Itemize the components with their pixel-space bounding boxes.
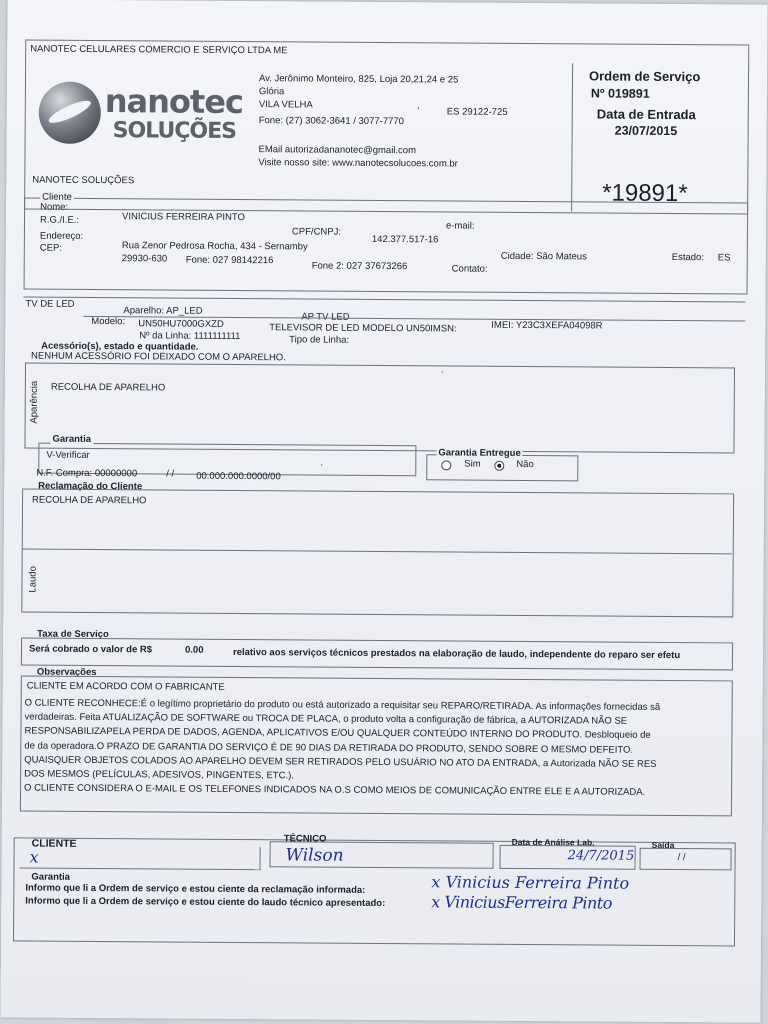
client-signature-box bbox=[19, 845, 260, 870]
confirm-report: Informo que li a Ordem de serviço e estou ciente do laudo técnico apresentado: bbox=[25, 895, 386, 910]
warranty-dot: . bbox=[320, 457, 324, 469]
client-name: VINICIUS FERREIRA PINTO bbox=[122, 211, 245, 224]
confirm-complaint: Informo que li a Ordem de serviço e estou ciente da reclamação informada: bbox=[25, 882, 366, 896]
observations-text bbox=[24, 696, 727, 800]
fee-prefix: Será cobrado o valor de R$ bbox=[28, 643, 153, 656]
client-cpf: 142.377.517-16 bbox=[371, 233, 439, 246]
appearance-frame bbox=[24, 362, 735, 453]
order-number: Nº 019891 bbox=[590, 86, 650, 101]
company-state-zip: ES 29122-725 bbox=[446, 106, 508, 118]
nf-compra: N.F. Compra: 00000000 bbox=[36, 467, 138, 480]
observation-line: de da operadora.O PRAZO DE GARANTIA DO SERVIÇO É DE 90 DIAS DA RETIRADA DO PRODUTO, SENDO SOBRE O MESMO DEFEITO. bbox=[24, 740, 634, 756]
client-address: Rua Zenor Pedrosa Rocha, 434 - Sernamby bbox=[121, 240, 308, 253]
company-footer-name: NANOTEC SOLUÇÕES bbox=[32, 174, 135, 187]
logo-word-nanotec: nanotec bbox=[104, 82, 244, 122]
client-address-label: Endereço: bbox=[39, 230, 84, 242]
technician-signature: Wilson bbox=[285, 845, 344, 866]
accessories-label: Acessório(s), estado e quantidade. bbox=[41, 340, 199, 353]
accessories-value: NENHUM ACESSÓRIO FOI DEIXADO COM O APARELHO. bbox=[31, 350, 286, 364]
observation-line: O CLIENTE RECONHECE:É o legítimo proprietário do produto ou está autorizado a requisitar seu REPARO/RETIRADA. As informações fornecidas sã bbox=[24, 697, 661, 713]
client-email-label: e-mail: bbox=[445, 220, 475, 232]
client-cep-label: CEP: bbox=[39, 242, 63, 254]
barcode-text: *19891* bbox=[602, 179, 688, 208]
exit-label: Saída bbox=[651, 839, 675, 851]
client-phone1: Fone: 027 98142216 bbox=[185, 254, 274, 267]
client-signature: x bbox=[29, 847, 39, 867]
nf-number: 00.000.000.0000/00 bbox=[196, 470, 281, 483]
complaint-label: Reclamação do Cliente bbox=[38, 480, 143, 493]
device-category: TV DE LED bbox=[25, 298, 75, 310]
observation-line: QUAISQUER OBJETOS COLADOS AO APARELHO DEVEM SER RETIRADOS PELO USUÁRIO NO ATO DA ENTRADA, a Autorizada NÃO SE RES bbox=[24, 754, 657, 770]
client-state-label: Estado: bbox=[671, 252, 705, 264]
observation-line: RESPONSABILIZAPELA PERDA DE DADOS, AGENDA, APLICATIVOS E/OU QUALQUER CONTEÚDO INTERNO DO PRODUTO. Desbloqueio de bbox=[24, 725, 651, 742]
client-rg-label: R.G./I.E.: bbox=[39, 214, 80, 226]
warranty-no-radio[interactable] bbox=[494, 461, 504, 471]
company-site: Visite nosso site: www.nanotecsolucoes.com.br bbox=[258, 157, 458, 170]
observation-line: verdadeiras. Feita ATUALIZAÇÃO DE SOFTWARE ou TROCA DE PLACA, o produto volta a configuração de fábrica, a AUTORIZADA NÃO SE bbox=[24, 711, 628, 727]
nanotec-logo-icon bbox=[39, 82, 101, 144]
company-district: Glória bbox=[258, 86, 285, 98]
laudo-vertical-label: Laudo bbox=[27, 566, 39, 593]
warranty-yes-radio[interactable] bbox=[441, 460, 451, 470]
technician-label: TÉCNICO bbox=[283, 833, 327, 845]
footer-client-label: CLIENTE bbox=[31, 837, 77, 850]
client-name-label: Nome: bbox=[40, 201, 69, 213]
fee-value: 0.00 bbox=[184, 644, 204, 656]
company-email: EMail autorizadananotec@gmail.com bbox=[258, 144, 417, 157]
client-cep: 29930-630 bbox=[121, 253, 168, 265]
order-title: Ordem de Serviço bbox=[588, 68, 701, 85]
warranty-delivered-label: Garantia Entregue bbox=[438, 447, 521, 459]
device-modelo-label: Modelo: bbox=[91, 315, 126, 328]
nf-separator: / / bbox=[166, 468, 175, 480]
signature-complaint: x Vinicius Ferreira Pinto bbox=[431, 872, 630, 893]
device-top-rule bbox=[23, 296, 745, 302]
warranty-no-label: Não bbox=[516, 458, 534, 471]
appearance-vertical-label: Aparência bbox=[28, 380, 40, 424]
warranty-yes-label: Sim bbox=[464, 458, 481, 470]
company-name: NANOTEC CELULARES COMERCIO E SERVIÇO LTDA ME bbox=[30, 43, 288, 57]
company-city: VILA VELHA bbox=[258, 99, 313, 111]
fee-label: Taxa de Serviço bbox=[37, 628, 109, 641]
observation-line: O CLIENTE CONSIDERA O E-MAIL E OS TELEFONES INDICADOS NA O.S COMO MEIOS DE COMUNICAÇÃO ENTRE ELE E A AUTORIZADA. bbox=[24, 782, 646, 799]
device-imei: IMEI: Y23C3XEFA04098R bbox=[491, 319, 603, 332]
company-comma: , bbox=[416, 100, 420, 112]
exit-value: / / bbox=[677, 852, 686, 864]
device-description: TELEVISOR DE LED MODELO UN50IMSN: bbox=[269, 322, 457, 335]
footer-warranty-label: Garantia bbox=[31, 871, 71, 883]
client-state: ES bbox=[717, 252, 731, 264]
client-cpf-label: CPF/CNPJ: bbox=[291, 226, 342, 238]
appearance-value: RECOLHA DE APARELHO bbox=[50, 381, 166, 394]
complaint-value: RECOLHA DE APARELHO bbox=[32, 494, 147, 507]
client-phone2: Fone 2: 027 37673266 bbox=[311, 260, 408, 273]
client-section-label: Cliente bbox=[42, 191, 72, 203]
warranty-value: V-Verificar bbox=[46, 449, 90, 461]
analysis-date-label: Data de Análise Lab. bbox=[511, 836, 595, 848]
signature-report: x ViniciusFerreira Pinto bbox=[431, 892, 612, 913]
logo-word-solucoes: SOLUÇÕES bbox=[112, 118, 237, 144]
device-aparelho: Aparelho: AP_LED bbox=[123, 305, 203, 317]
fee-suffix: relativo aos serviços técnicos prestados na elaboração de laudo, independente do reparo ser efetu bbox=[232, 646, 681, 662]
device-tipo-linha: Tipo de Linha: bbox=[289, 334, 350, 346]
device-linha: Nº da Linha: 1111111111 bbox=[139, 330, 241, 342]
company-phone: Fone: (27) 3062-3641 / 3077-7770 bbox=[258, 115, 405, 128]
device-modelo: UN50HU7000GXZD bbox=[138, 318, 224, 330]
client-contact-label: Contato: bbox=[451, 263, 488, 275]
entry-date: 23/07/2015 bbox=[614, 123, 678, 139]
observations-label: Observações bbox=[36, 666, 97, 678]
entry-date-label: Data de Entrada bbox=[596, 106, 696, 123]
company-address: Av. Jerônimo Monteiro, 825, Loja 20,21,24 e 25 bbox=[258, 73, 459, 86]
client-city: Cidade: São Mateus bbox=[500, 250, 587, 263]
observations-first: CLIENTE EM ACORDO COM O FABRICANTE bbox=[26, 680, 225, 693]
warranty-label: Garantia bbox=[52, 433, 92, 445]
observation-line: DOS MESMOS (PELÍCULAS, ADESIVOS, PINGENTES, ETC.). bbox=[24, 768, 294, 782]
analysis-date: 24/7/2015 bbox=[567, 848, 635, 864]
accessories-dot: . bbox=[440, 364, 444, 376]
device-ap-tv: AP TV LED bbox=[301, 311, 350, 323]
